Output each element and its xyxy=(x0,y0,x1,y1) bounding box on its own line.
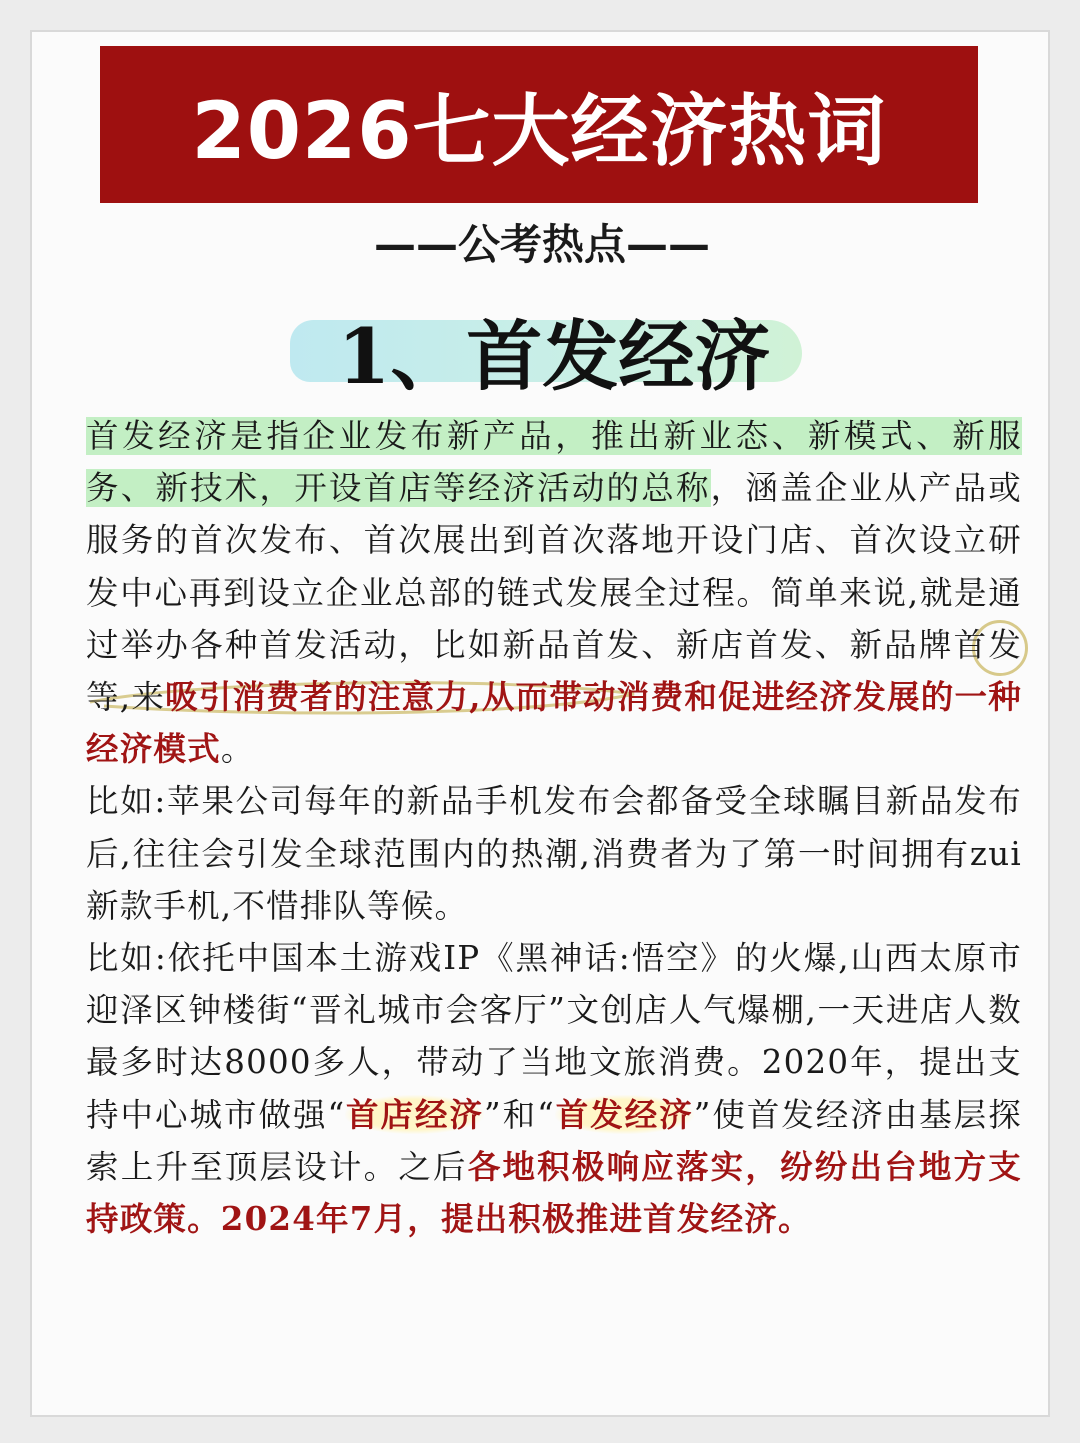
paragraph-text: ，涵盖企业从产品或服务的首次发布、首次展出到首次落地开设门店、首次设立研发中心再到设立企业总部的链式发展全过程。简单来说,就是通过举办各种首发活动，比如新品首发、新店首发、新品牌首发等,来 xyxy=(86,469,1022,717)
paragraph-text: 。 xyxy=(220,730,255,769)
page-title: 2026七大经济热词 xyxy=(191,86,887,177)
document-page xyxy=(30,30,1050,1417)
paragraph-text: 比如:依托中国本土游戏IP《黑神话:悟空》的火爆,山西太原市迎泽区钟楼街“晋礼城市会客厅”文创店人气爆棚,一天进店人数最多时达8000多人，带动了当地文旅消费。2020年，提出支持中心城市做强“ xyxy=(86,939,1022,1134)
subtitle: ——公考热点—— xyxy=(373,220,710,269)
paragraph-definition xyxy=(86,410,1022,775)
paragraph-text: ”使首发经济由基层探索上升至顶层设计。之后 xyxy=(86,1095,1022,1186)
emphasis-red-text: 吸引消费者的注意力,从而带动消费和促进经济发展的一种经济模式 xyxy=(86,677,1022,769)
paragraph-text: ”和“ xyxy=(484,1095,555,1134)
article-body xyxy=(86,410,1022,1245)
title-banner xyxy=(100,46,978,203)
section-heading xyxy=(290,302,810,401)
section-title: 1、首发经济 xyxy=(337,311,771,401)
emphasis-red-text: 各地积极响应落实，纷纷出台地方支持政策。2024年7月，提出积极推进首发经济。 xyxy=(86,1146,1023,1239)
highlighted-definition: 首发经济是指企业发布新产品，推出新业态、新模式、新服务、新技术，开设首店等经济活动的总称 xyxy=(86,417,1022,508)
paragraph-example-wukong xyxy=(86,932,1022,1245)
keyword-shoudian-jingji: 首店经济 xyxy=(345,1094,485,1134)
keyword-shoufa-jingji: 首发经济 xyxy=(554,1094,694,1134)
paragraph-example-apple: 比如:苹果公司每年的新品手机发布会都备受全球瞩目新品发布后,往往会引发全球范围内的热潮,消费者为了第一时间拥有zui新款手机,不惜排队等候。 xyxy=(86,782,1022,925)
